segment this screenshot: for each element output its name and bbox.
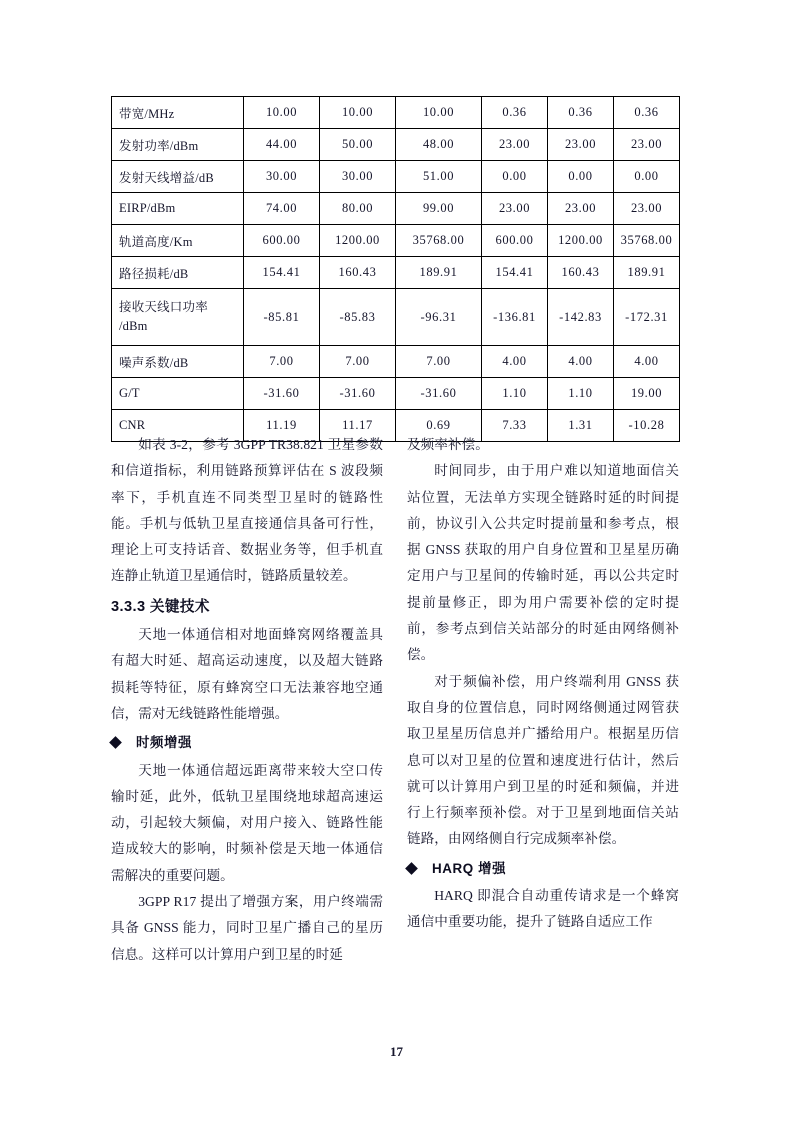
table-body <box>112 97 680 442</box>
row-label: 带宽/MHz <box>112 97 244 129</box>
paragraph: 天地一体通信相对地面蜂窝网络覆盖具有超大时延、超高运动速度，以及超大链路损耗等特征，原有蜂窝空口无法兼容地空通信，需对无线链路性能增强。 <box>111 627 383 721</box>
cell-value: 23.00 <box>614 193 680 225</box>
two-column-body <box>111 432 679 1032</box>
cell-value: 10.00 <box>396 97 482 129</box>
cell-value: 189.91 <box>396 257 482 289</box>
cell-value: 23.00 <box>482 193 548 225</box>
table-row <box>112 97 680 129</box>
paragraph: 对于频偏补偿，用户终端利用 GNSS 获取自身的位置信息，同时网络侧通过网管获取卫星星历信息并广播给用户。根据星历信息可以对卫星的位置和速度进行估计，然后就可以计算用户到卫星的时延和频偏，并进行上行频率预补偿。对于卫星到地面信关站链路，由网络侧自行完成频率补偿。 <box>407 673 679 847</box>
bullet-heading-label: HARQ 增强 <box>432 860 507 876</box>
cell-value: 600.00 <box>244 225 320 257</box>
page-number: 17 <box>390 1044 403 1059</box>
cell-value: 51.00 <box>396 161 482 193</box>
cell-value: 4.00 <box>548 346 614 378</box>
cell-value: -136.81 <box>482 289 548 346</box>
cell-value: 48.00 <box>396 129 482 161</box>
row-label: 噪声系数/dB <box>112 346 244 378</box>
row-label-line2: /dBm <box>119 319 148 333</box>
cell-value: 35768.00 <box>396 225 482 257</box>
cell-value: 50.00 <box>320 129 396 161</box>
cell-value: 7.33 <box>482 410 548 442</box>
row-label-line1: 接收天线口功率 <box>119 299 208 314</box>
row-label: CNR <box>112 410 244 442</box>
row-label <box>112 289 244 346</box>
cell-value: 7.00 <box>244 346 320 378</box>
cell-value: 30.00 <box>244 161 320 193</box>
cell-value: 154.41 <box>244 257 320 289</box>
cell-value: 154.41 <box>482 257 548 289</box>
cell-value: 0.00 <box>482 161 548 193</box>
table-row <box>112 225 680 257</box>
table-row <box>112 346 680 378</box>
table-row <box>112 161 680 193</box>
cell-value: 10.00 <box>244 97 320 129</box>
cell-value: -96.31 <box>396 289 482 346</box>
cell-value: 0.00 <box>548 161 614 193</box>
cell-value: 0.36 <box>614 97 680 129</box>
cell-value: 0.69 <box>396 410 482 442</box>
cell-value: -31.60 <box>396 378 482 410</box>
cell-value: 44.00 <box>244 129 320 161</box>
cell-value: 74.00 <box>244 193 320 225</box>
section-heading-3-3-3: 3.3.3 关键技术 <box>111 598 210 615</box>
cell-value: 30.00 <box>320 161 396 193</box>
cell-value: 160.43 <box>548 257 614 289</box>
diamond-bullet-icon <box>109 736 122 749</box>
cell-value: 1200.00 <box>320 225 396 257</box>
cell-value: -142.83 <box>548 289 614 346</box>
cell-value: 1.10 <box>482 378 548 410</box>
cell-value: -10.28 <box>614 410 680 442</box>
table-row <box>112 378 680 410</box>
row-label: 发射天线增益/dB <box>112 161 244 193</box>
cell-value: 1.31 <box>548 410 614 442</box>
bullet-heading-time-freq <box>111 730 383 756</box>
cell-value: 4.00 <box>482 346 548 378</box>
cell-value: 99.00 <box>396 193 482 225</box>
cell-value: -85.83 <box>320 289 396 346</box>
table-row <box>112 257 680 289</box>
cell-value: 600.00 <box>482 225 548 257</box>
row-label: G/T <box>112 378 244 410</box>
row-label: 发射功率/dBm <box>112 129 244 161</box>
table-row <box>112 129 680 161</box>
cell-value: 23.00 <box>614 129 680 161</box>
cell-value: 160.43 <box>320 257 396 289</box>
cell-value: 23.00 <box>482 129 548 161</box>
cell-value: -31.60 <box>244 378 320 410</box>
cell-value: 11.19 <box>244 410 320 442</box>
bullet-heading-harq <box>407 856 679 882</box>
cell-value: 1.10 <box>548 378 614 410</box>
paragraph: 如表 3-2，参考 3GPP TR38.821 卫星参数和信道指标，利用链路预算评估在 S 波段频率下，手机直连不同类型卫星时的链路性能。手机与低轨卫星直接通信具备可行性，理论上可支持话音、数据业务等，但手机直连静止轨道卫星通信时，链路质量较差。 <box>111 437 383 584</box>
diamond-bullet-icon <box>405 862 418 875</box>
cell-value: 0.36 <box>482 97 548 129</box>
paragraph: 3GPP R17 提出了增强方案，用户终端需具备 GNSS 能力，同时卫星广播自己的星历信息。这样可以计算用户到卫星的时延 <box>111 894 383 962</box>
cell-value: -85.81 <box>244 289 320 346</box>
cell-value: 23.00 <box>548 129 614 161</box>
cell-value: 0.36 <box>548 97 614 129</box>
cell-value: 7.00 <box>396 346 482 378</box>
cell-value: 1200.00 <box>548 225 614 257</box>
row-label: 轨道高度/Km <box>112 225 244 257</box>
cell-value: 19.00 <box>614 378 680 410</box>
cell-value: 11.17 <box>320 410 396 442</box>
cell-value: 0.00 <box>614 161 680 193</box>
cell-value: 189.91 <box>614 257 680 289</box>
paragraph: HARQ 即混合自动重传请求是一个蜂窝通信中重要功能，提升了链路自适应工作 <box>407 888 679 930</box>
link-budget-table <box>111 96 680 442</box>
paragraph: 时间同步，由于用户难以知道地面信关站位置，无法单方实现全链路时延的时间提前，协议引入公共定时提前量和参考点，根据 GNSS 获取的用户自身位置和卫星星历确定用户与卫星间的传输时延，再以公共定时提前量修正，即为用户需要补偿的定时提前，参考点到信关站部分的时延由网络侧补偿。 <box>407 463 679 663</box>
cell-value: -31.60 <box>320 378 396 410</box>
row-label: 路径损耗/dB <box>112 257 244 289</box>
cell-value: 80.00 <box>320 193 396 225</box>
text-column-right <box>407 432 679 936</box>
table-row <box>112 193 680 225</box>
cell-value: 4.00 <box>614 346 680 378</box>
cell-value: 35768.00 <box>614 225 680 257</box>
link-budget-table-wrapper <box>111 96 679 442</box>
row-label: EIRP/dBm <box>112 193 244 225</box>
table-row <box>112 289 680 346</box>
paragraph: 天地一体通信超远距离带来较大空口传输时延，此外，低轨卫星围绕地球超高速运动，引起较大频偏，对用户接入、链路性能造成较大的影响，时频补偿是天地一体通信需解决的重要问题。 <box>111 762 383 883</box>
bullet-heading-label: 时频增强 <box>136 735 192 751</box>
text-column-left <box>111 432 383 968</box>
cell-value: -172.31 <box>614 289 680 346</box>
cell-value: 7.00 <box>320 346 396 378</box>
cell-value: 10.00 <box>320 97 396 129</box>
paragraph: 及频率补偿。 <box>407 437 489 452</box>
cell-value: 23.00 <box>548 193 614 225</box>
